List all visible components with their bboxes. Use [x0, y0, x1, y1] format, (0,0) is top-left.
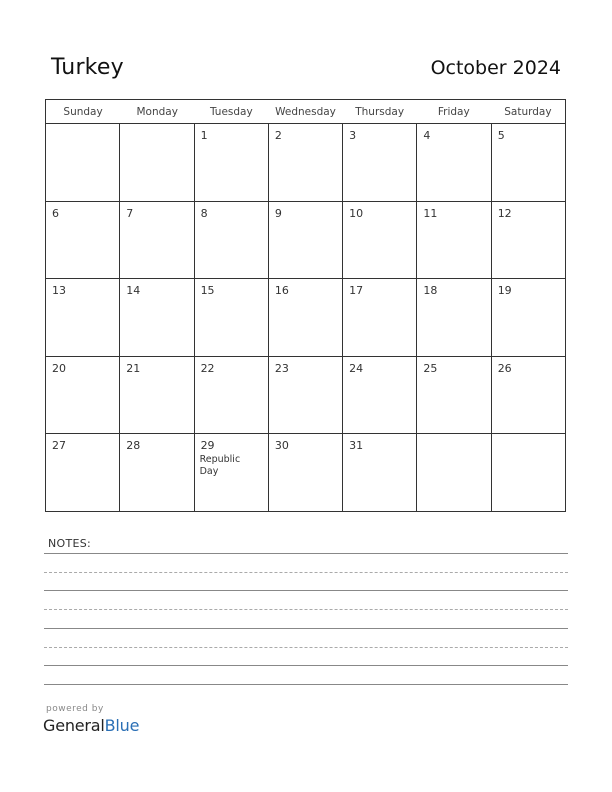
day-number: 2: [274, 129, 282, 142]
day-cell: [343, 434, 417, 511]
day-cell: [195, 202, 269, 279]
day-number: 21: [126, 361, 141, 375]
day-cell: [343, 124, 417, 201]
powered-by-text: powered by: [46, 704, 104, 714]
day-cell: [492, 279, 565, 356]
holiday-label: Republic Day: [199, 454, 241, 478]
day-number: 10: [349, 206, 364, 220]
day-cell: [120, 279, 194, 356]
day-number: 27: [52, 439, 66, 453]
day-cell: [46, 202, 120, 279]
day-cell: [269, 357, 343, 434]
day-number: 1: [200, 129, 208, 142]
day-number: 16: [274, 284, 289, 298]
day-number: 30: [274, 439, 289, 453]
day-number: 8: [200, 206, 208, 220]
day-number: 6: [52, 206, 59, 220]
day-cell: [120, 434, 194, 511]
day-number: 28: [126, 439, 141, 453]
week-row: [46, 279, 565, 357]
day-cell: [46, 434, 120, 511]
day-cell: [46, 279, 120, 356]
day-cell: [343, 279, 417, 356]
country-title: Turkey: [51, 55, 124, 80]
month-title: October 2024: [430, 57, 561, 79]
week-row: [46, 202, 565, 280]
day-number: 31: [349, 439, 364, 453]
weekday-friday: Friday: [437, 106, 470, 118]
day-cell: [269, 279, 343, 356]
day-number: 22: [200, 361, 215, 375]
notes-line: [44, 572, 568, 573]
day-cell: [195, 279, 269, 356]
weekday-wednesday: Wednesday: [275, 106, 336, 118]
notes-line: [44, 609, 568, 610]
notes-line: [44, 553, 568, 554]
day-cell: [343, 357, 417, 434]
day-number: 5: [497, 129, 505, 142]
day-number: 20: [52, 361, 66, 375]
brand-logo: [43, 716, 139, 735]
day-number: 29: [200, 439, 215, 453]
day-number: 15: [200, 284, 215, 298]
day-cell: [417, 279, 491, 356]
day-cell: [195, 357, 269, 434]
day-cell: [195, 434, 269, 511]
day-cell: [417, 124, 491, 201]
week-row: [46, 434, 565, 511]
day-cell: [492, 434, 565, 511]
brand-logo-part2: Blue: [104, 716, 140, 735]
day-cell: [269, 202, 343, 279]
day-number: 23: [274, 361, 289, 375]
day-cell: [120, 124, 194, 201]
day-cell: [195, 124, 269, 201]
day-number: 24: [349, 361, 364, 375]
weekday-header-row: [46, 100, 565, 124]
day-cell: [120, 357, 194, 434]
day-cell: [417, 434, 491, 511]
day-number: 9: [274, 206, 282, 220]
day-number: 12: [497, 206, 512, 220]
day-number: 3: [349, 129, 357, 142]
day-cell: [269, 124, 343, 201]
day-cell: [46, 357, 120, 434]
day-cell: [343, 202, 417, 279]
weekday-tuesday: Tuesday: [209, 106, 253, 118]
weekday-sunday: Sunday: [63, 106, 103, 118]
day-cell: [120, 202, 194, 279]
week-row: [46, 124, 565, 202]
day-number: 17: [349, 284, 364, 298]
day-number: 19: [497, 284, 512, 298]
weekday-thursday: Thursday: [355, 106, 405, 118]
day-number: 7: [126, 206, 134, 220]
notes-line: [44, 665, 568, 666]
weekday-monday: Monday: [136, 106, 178, 118]
day-cell: [492, 124, 565, 201]
weeks-container: [46, 124, 565, 511]
notes-label: NOTES:: [48, 537, 92, 550]
notes-line: [44, 628, 568, 629]
day-cell: [417, 202, 491, 279]
day-number: 18: [423, 284, 438, 298]
calendar-grid: [45, 99, 566, 512]
day-number: 14: [126, 284, 141, 298]
day-number: 25: [423, 361, 438, 375]
day-number: 26: [497, 361, 512, 375]
weekday-saturday: Saturday: [504, 106, 552, 118]
day-number: 11: [423, 206, 438, 220]
day-cell: [417, 357, 491, 434]
day-cell: [492, 357, 565, 434]
day-number: 4: [423, 129, 431, 142]
notes-line: [44, 590, 568, 591]
notes-line: [44, 684, 568, 685]
day-cell: [269, 434, 343, 511]
brand-logo-part1: General: [43, 716, 105, 735]
day-number: 13: [52, 284, 66, 298]
day-cell: [492, 202, 565, 279]
notes-line: [44, 647, 568, 648]
week-row: [46, 357, 565, 435]
day-cell: [46, 124, 120, 201]
